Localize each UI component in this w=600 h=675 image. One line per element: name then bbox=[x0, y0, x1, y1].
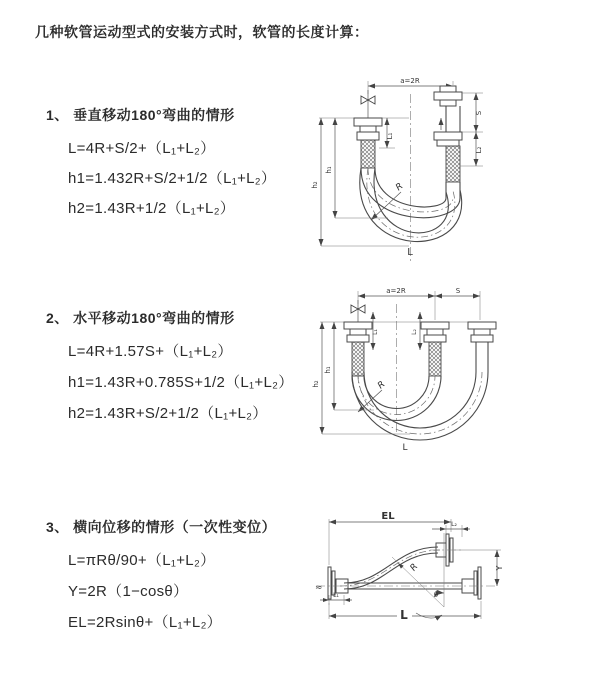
dim-label-r: R bbox=[394, 181, 406, 194]
dim-label-h2: h₂ bbox=[311, 181, 319, 189]
dim-label-l2: L₂ bbox=[451, 521, 457, 528]
section3-formula-EL: EL=2Rsinθ+（L₁+L₂） bbox=[68, 614, 222, 631]
section1-formula-h1: h1=1.432R+S/2+1/2（L₁+L₂） bbox=[68, 170, 277, 187]
braided-hose-section bbox=[361, 140, 375, 168]
dim-label-l1: L₁ bbox=[372, 329, 379, 335]
dim-label-l: L bbox=[407, 247, 413, 258]
dim-label-a2r: a=2R bbox=[386, 287, 406, 295]
displaced-fitting bbox=[468, 322, 496, 342]
diagram-vertical-180-bend bbox=[313, 70, 598, 268]
dim-label-h1: h₁ bbox=[324, 366, 332, 374]
page-title: 几种软管运动型式的安装方式时，软管的长度计算： bbox=[35, 24, 369, 40]
left-fitting bbox=[354, 118, 382, 168]
dim-label-l: L bbox=[402, 443, 408, 453]
dim-label-h2: h₂ bbox=[312, 380, 320, 388]
dim-label-r: R bbox=[408, 562, 421, 574]
right-fitting-upper bbox=[434, 86, 462, 106]
hose-u-bend bbox=[352, 372, 488, 440]
dim-label-s: S bbox=[475, 110, 483, 116]
dim-label-l1: L₁ bbox=[386, 132, 394, 140]
diagram-horizontal-180-bend bbox=[310, 282, 600, 462]
braided-hose-section bbox=[446, 146, 460, 182]
right-fitting-lower bbox=[434, 132, 462, 182]
section1-formula-h2: h2=1.43R+1/2（L₁+L₂） bbox=[68, 200, 236, 217]
dim-label-r: R bbox=[376, 379, 388, 392]
section2-formula-h1: h1=1.43R+0.785S+1/2（L₁+L₂） bbox=[68, 374, 294, 391]
middle-fitting bbox=[421, 322, 449, 376]
section2-formula-L: L=4R+1.57S+（L₁+L₂） bbox=[68, 343, 233, 360]
dim-label-y: Y bbox=[495, 565, 504, 571]
section1-heading: 1、 垂直移动180°弯曲的情形 bbox=[46, 107, 235, 123]
section3-formula-Y: Y=2R（1−cosθ） bbox=[68, 583, 189, 600]
section1-formula-L: L=4R+S/2+（L₁+L₂） bbox=[68, 140, 216, 157]
dim-label-l2: L₂ bbox=[411, 329, 418, 335]
section3-heading: 3、 横向位移的情形（一次性变位） bbox=[46, 519, 277, 535]
section3-formula-L: L=πRθ/90+（L₁+L₂） bbox=[68, 552, 216, 569]
dim-label-l2: L₂ bbox=[475, 146, 483, 154]
dim-label-theta: θ bbox=[433, 591, 439, 599]
diagram-lateral-displacement bbox=[300, 505, 600, 655]
left-fitting bbox=[344, 322, 372, 376]
braided-hose-section bbox=[352, 342, 364, 376]
dim-label-l: L bbox=[400, 608, 408, 622]
dim-label-s: S bbox=[455, 287, 461, 295]
right-flange bbox=[462, 567, 481, 599]
section2-heading: 2、 水平移动180°弯曲的情形 bbox=[46, 310, 235, 326]
dim-label-l1: L₁ bbox=[333, 592, 339, 599]
section2-formula-h2: h2=1.43R+S/2+1/2（L₁+L₂） bbox=[68, 405, 268, 422]
dim-label-a2r: a=2R bbox=[400, 77, 420, 85]
dim-label-el: EL bbox=[381, 511, 395, 522]
centerline-break-mark: ≈ bbox=[315, 583, 323, 593]
dim-label-h1: h₁ bbox=[325, 166, 333, 174]
braided-hose-section bbox=[429, 342, 441, 376]
